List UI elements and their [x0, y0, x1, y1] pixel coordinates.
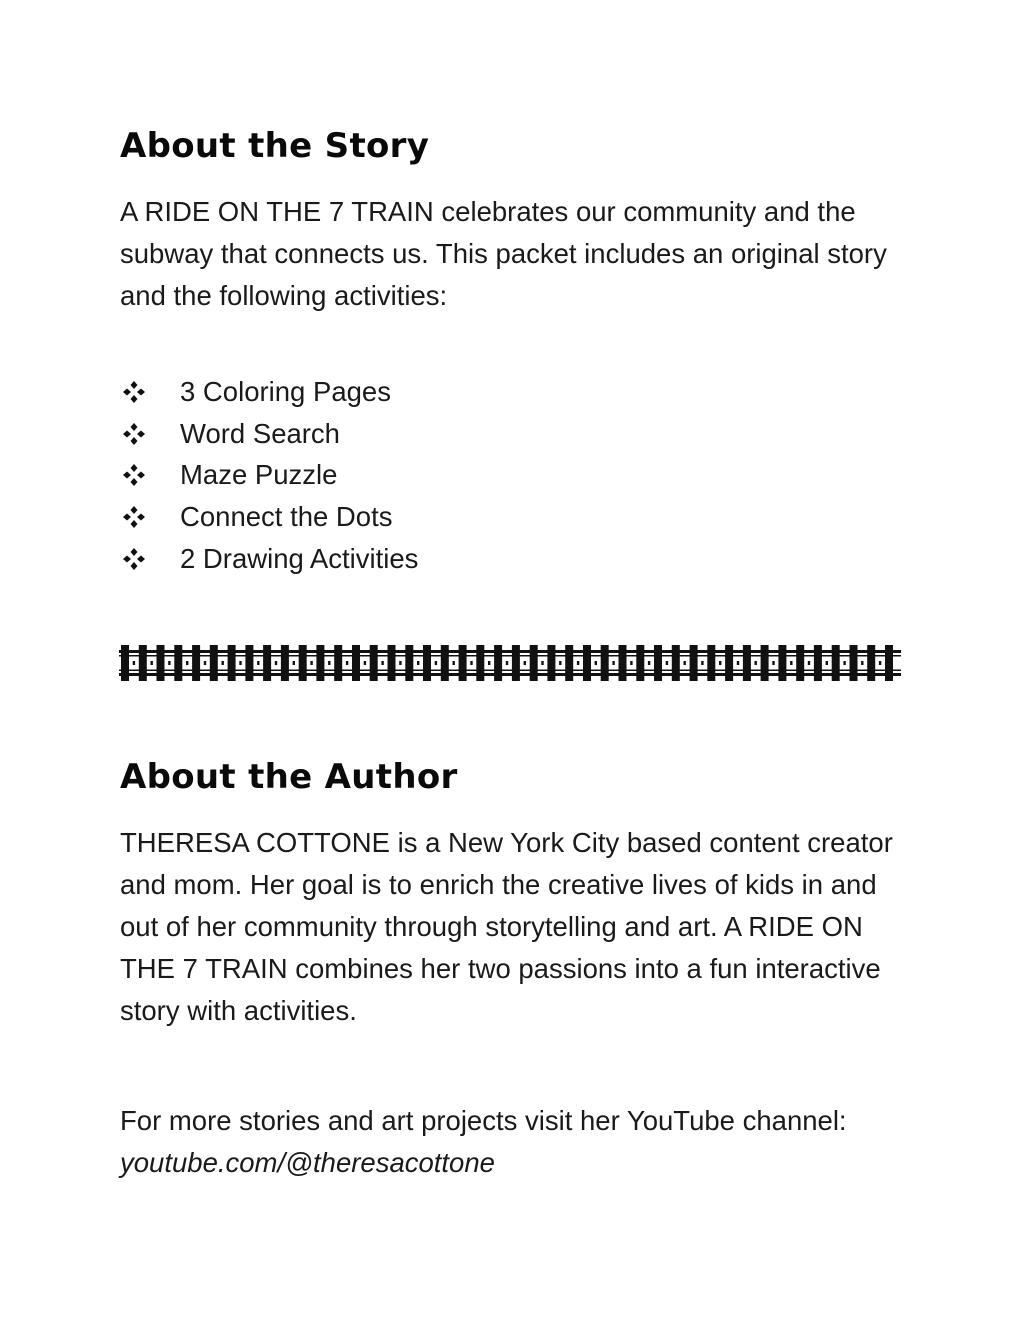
railroad-spike [879, 661, 881, 665]
railroad-spike [488, 661, 490, 665]
railroad-spike [524, 661, 526, 665]
activity-label: Word Search [180, 417, 340, 449]
diamond-bullet-icon [120, 422, 180, 446]
railroad-spike [559, 661, 561, 665]
railroad-spike [666, 661, 668, 665]
railroad-spike [470, 661, 472, 665]
list-item [120, 371, 418, 413]
railroad-spike [186, 661, 188, 665]
activity-label: 2 Drawing Activities [180, 543, 419, 575]
railroad-spike [541, 661, 543, 665]
diamond-bullet-icon [120, 505, 180, 529]
railroad-spike [133, 661, 135, 665]
railroad-spike [364, 661, 366, 665]
railroad-spike [293, 661, 295, 665]
diamond-bullet-icon [120, 463, 180, 487]
list-item [120, 538, 418, 580]
railroad-spike [453, 661, 455, 665]
youtube-invite-text: For more stories and art projects visit her YouTube channel: [120, 1105, 847, 1136]
railroad-spike [577, 661, 579, 665]
railroad-spike [275, 661, 277, 665]
railroad-spike [310, 661, 312, 665]
railroad-spike [506, 661, 508, 665]
activity-label: Maze Puzzle [180, 459, 338, 491]
about-story-paragraph: A RIDE ON THE 7 TRAIN celebrates our community and the subway that connects us. This packet includes an original story and the following activities: [120, 196, 887, 311]
diamond-bullet-icon [120, 547, 180, 571]
railroad-spike [239, 661, 241, 665]
railroad-spike [843, 661, 845, 665]
railroad-spike [790, 661, 792, 665]
railroad-spike [772, 661, 774, 665]
list-item [120, 496, 418, 538]
railroad-spike [435, 661, 437, 665]
railroad-spike [701, 661, 703, 665]
railroad-track-icon [119, 642, 901, 684]
railroad-spike [222, 661, 224, 665]
railroad-spike [755, 661, 757, 665]
youtube-channel-link[interactable]: youtube.com/@theresacottone [120, 1147, 495, 1178]
railroad-spike [151, 661, 153, 665]
railroad-spike [719, 661, 721, 665]
railroad-spike [808, 661, 810, 665]
railroad-spike [612, 661, 614, 665]
list-item [120, 413, 418, 455]
railroad-spike [346, 661, 348, 665]
railroad-spike [328, 661, 330, 665]
railroad-spike [595, 661, 597, 665]
activities-list [120, 371, 418, 580]
railroad-spike [684, 661, 686, 665]
railroad-spike [737, 661, 739, 665]
activity-label: Connect the Dots [180, 501, 393, 533]
railroad-spike [168, 661, 170, 665]
railroad-spike [648, 661, 650, 665]
about-story-heading: About the Story [120, 126, 430, 166]
list-item [120, 455, 418, 497]
railroad-spike [826, 661, 828, 665]
railroad-spike [630, 661, 632, 665]
about-author-paragraph: THERESA COTTONE is a New York City based content creator and mom. Her goal is to enrich the creative lives of kids in and out of her community through storytelling and art. A RIDE ON THE 7 TRAIN combines her two passions into a fun interactive story with activities. [120, 827, 893, 1026]
railroad-spike [417, 661, 419, 665]
railroad-spike [204, 661, 206, 665]
railroad-spike [399, 661, 401, 665]
diamond-bullet-icon [120, 380, 180, 404]
about-author-heading: About the Author [120, 757, 458, 797]
railroad-spike [861, 661, 863, 665]
railroad-spike [381, 661, 383, 665]
activity-label: 3 Coloring Pages [180, 375, 391, 407]
railroad-spike [257, 661, 259, 665]
